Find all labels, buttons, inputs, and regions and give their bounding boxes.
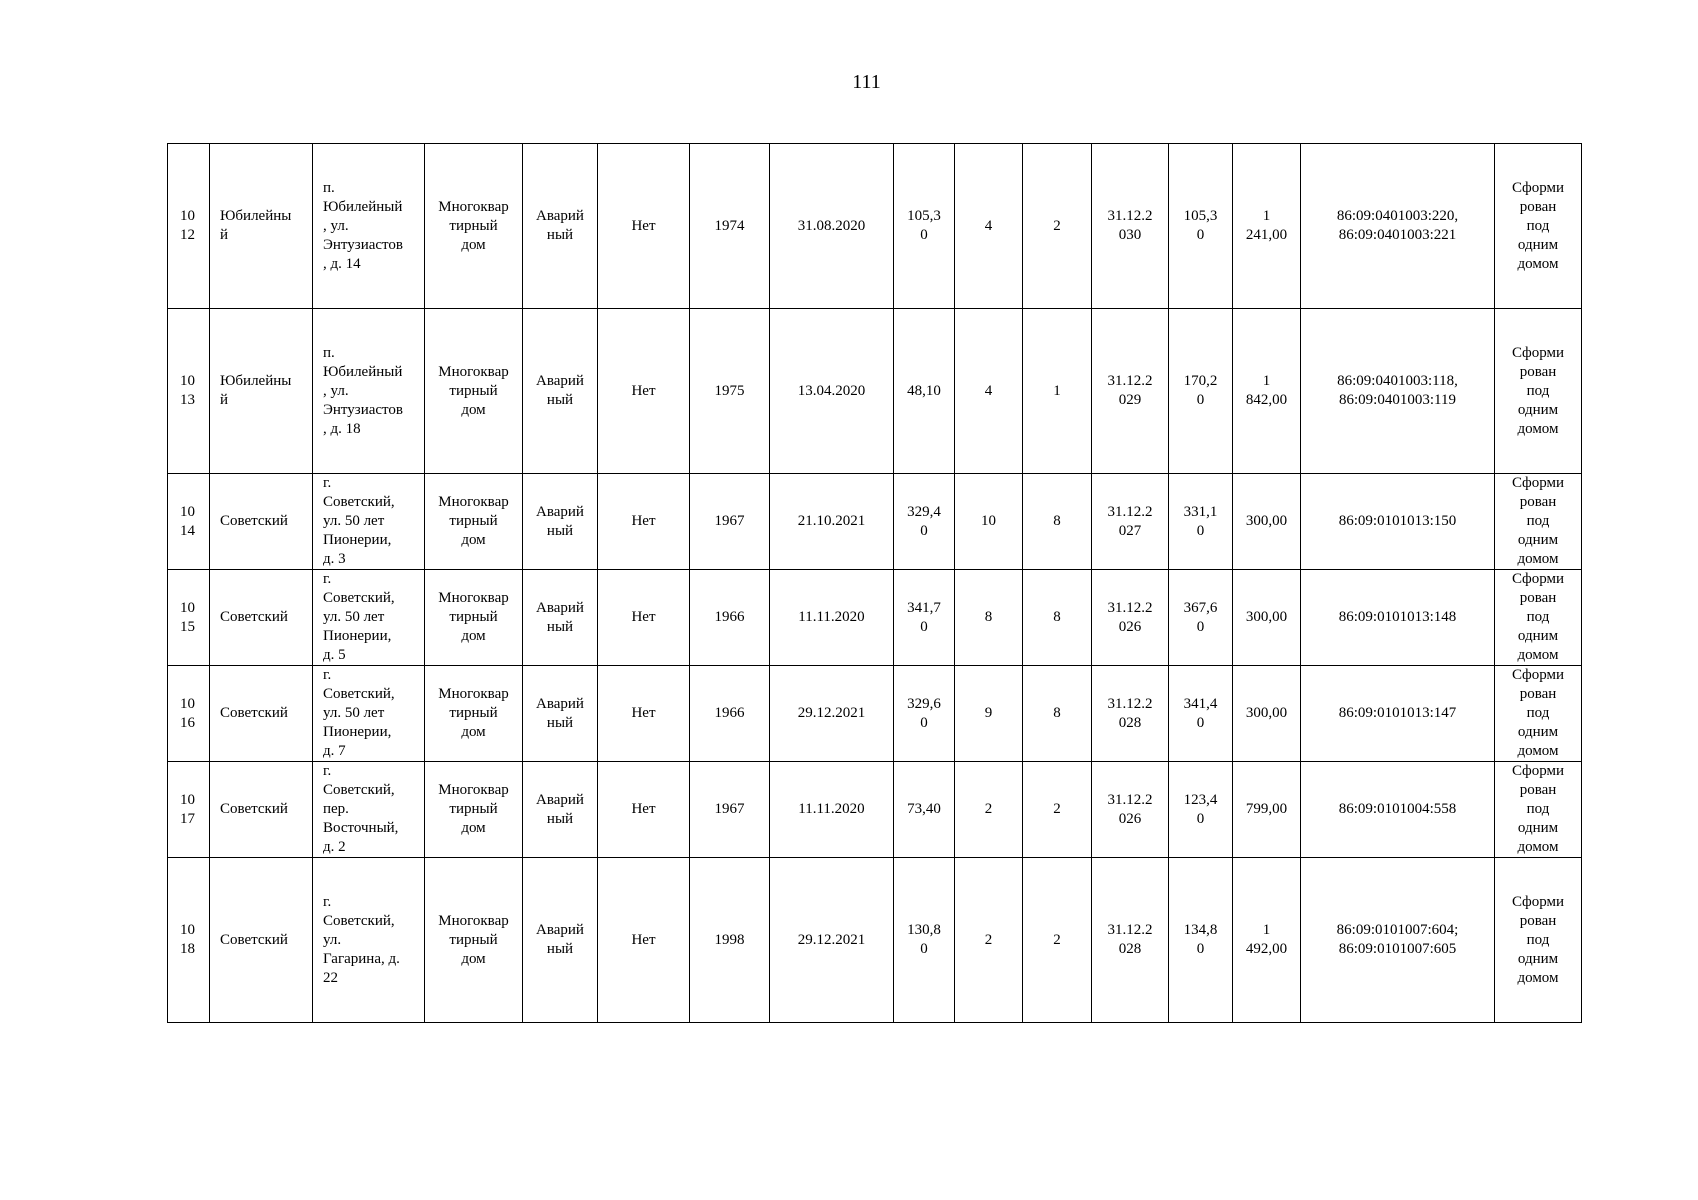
area-cell: 329,4 0 [894,474,955,570]
area-cell: 329,6 0 [894,666,955,762]
land-status-cell: Сформи рован под одним домом [1495,762,1582,858]
table-row [168,570,1582,666]
date-cell: 21.10.2021 [770,474,894,570]
area-cell: 48,10 [894,309,955,474]
land-status-cell: Сформи рован под одним домом [1495,570,1582,666]
condition-cell: Аварий ный [523,666,598,762]
apartments-cell: 8 [1023,666,1092,762]
date-cell: 11.11.2020 [770,762,894,858]
row-number: 10 12 [168,144,210,309]
condition-cell: Аварий ный [523,570,598,666]
building-type-cell: Многоквар тирный дом [425,144,523,309]
residents-cell: 8 [955,570,1023,666]
address-cell: г. Советский, ул. Гагарина, д. 22 [313,858,425,1023]
total-area-cell: 134,8 0 [1169,858,1233,1023]
total-area-cell: 367,6 0 [1169,570,1233,666]
date-cell: 13.04.2020 [770,309,894,474]
land-area-cell: 1 241,00 [1233,144,1301,309]
land-status-cell: Сформи рован под одним домом [1495,474,1582,570]
deadline-cell: 31.12.2 028 [1092,858,1169,1023]
settlement-cell: Советский [210,858,313,1023]
building-type-cell: Многоквар тирный дом [425,570,523,666]
cadastral-number-cell: 86:09:0101004:558 [1301,762,1495,858]
land-status-cell: Сформи рован под одним домом [1495,309,1582,474]
condition-cell: Аварий ный [523,144,598,309]
land-area-cell: 799,00 [1233,762,1301,858]
cadastral-number-cell: 86:09:0101013:147 [1301,666,1495,762]
row-number: 10 14 [168,474,210,570]
condition-cell: Аварий ный [523,762,598,858]
residents-cell: 2 [955,762,1023,858]
cadastral-number-cell: 86:09:0101007:604; 86:09:0101007:605 [1301,858,1495,1023]
row-number: 10 16 [168,666,210,762]
apartments-cell: 8 [1023,474,1092,570]
land-area-cell: 300,00 [1233,474,1301,570]
residents-cell: 4 [955,309,1023,474]
residents-cell: 2 [955,858,1023,1023]
housing-register-table [167,143,1582,1023]
area-cell: 73,40 [894,762,955,858]
settlement-cell: Советский [210,474,313,570]
building-type-cell: Многоквар тирный дом [425,858,523,1023]
address-cell: г. Советский, ул. 50 лет Пионерии, д. 5 [313,570,425,666]
deadline-cell: 31.12.2 026 [1092,762,1169,858]
cadastral-number-cell: 86:09:0401003:118, 86:09:0401003:119 [1301,309,1495,474]
settlement-cell: Советский [210,666,313,762]
residents-cell: 9 [955,666,1023,762]
table-row [168,474,1582,570]
year-cell: 1967 [690,762,770,858]
land-area-cell: 300,00 [1233,666,1301,762]
building-type-cell: Многоквар тирный дом [425,762,523,858]
settlement-cell: Юбилейны й [210,309,313,474]
address-cell: п. Юбилейный , ул. Энтузиастов , д. 14 [313,144,425,309]
land-area-cell: 1 842,00 [1233,309,1301,474]
date-cell: 31.08.2020 [770,144,894,309]
apartments-cell: 2 [1023,144,1092,309]
table-row [168,762,1582,858]
address-cell: г. Советский, пер. Восточный, д. 2 [313,762,425,858]
deadline-cell: 31.12.2 029 [1092,309,1169,474]
address-cell: п. Юбилейный , ул. Энтузиастов , д. 18 [313,309,425,474]
table-row [168,666,1582,762]
area-cell: 105,3 0 [894,144,955,309]
area-cell: 130,8 0 [894,858,955,1023]
flag-cell: Нет [598,858,690,1023]
condition-cell: Аварий ный [523,474,598,570]
date-cell: 29.12.2021 [770,858,894,1023]
flag-cell: Нет [598,144,690,309]
total-area-cell: 170,2 0 [1169,309,1233,474]
table-row [168,144,1582,309]
page-number: 111 [852,71,881,93]
table-row [168,858,1582,1023]
land-status-cell: Сформи рован под одним домом [1495,666,1582,762]
flag-cell: Нет [598,474,690,570]
flag-cell: Нет [598,309,690,474]
cadastral-number-cell: 86:09:0101013:150 [1301,474,1495,570]
cadastral-number-cell: 86:09:0401003:220, 86:09:0401003:221 [1301,144,1495,309]
total-area-cell: 341,4 0 [1169,666,1233,762]
land-status-cell: Сформи рован под одним домом [1495,858,1582,1023]
building-type-cell: Многоквар тирный дом [425,309,523,474]
address-cell: г. Советский, ул. 50 лет Пионерии, д. 3 [313,474,425,570]
row-number: 10 13 [168,309,210,474]
total-area-cell: 123,4 0 [1169,762,1233,858]
row-number: 10 17 [168,762,210,858]
date-cell: 11.11.2020 [770,570,894,666]
address-cell: г. Советский, ул. 50 лет Пионерии, д. 7 [313,666,425,762]
deadline-cell: 31.12.2 028 [1092,666,1169,762]
settlement-cell: Советский [210,762,313,858]
table-row [168,309,1582,474]
settlement-cell: Юбилейны й [210,144,313,309]
year-cell: 1998 [690,858,770,1023]
land-area-cell: 300,00 [1233,570,1301,666]
flag-cell: Нет [598,666,690,762]
deadline-cell: 31.12.2 026 [1092,570,1169,666]
apartments-cell: 8 [1023,570,1092,666]
date-cell: 29.12.2021 [770,666,894,762]
deadline-cell: 31.12.2 027 [1092,474,1169,570]
residents-cell: 4 [955,144,1023,309]
settlement-cell: Советский [210,570,313,666]
deadline-cell: 31.12.2 030 [1092,144,1169,309]
row-number: 10 18 [168,858,210,1023]
apartments-cell: 2 [1023,762,1092,858]
year-cell: 1967 [690,474,770,570]
year-cell: 1975 [690,309,770,474]
condition-cell: Аварий ный [523,309,598,474]
cadastral-number-cell: 86:09:0101013:148 [1301,570,1495,666]
year-cell: 1966 [690,570,770,666]
year-cell: 1974 [690,144,770,309]
apartments-cell: 1 [1023,309,1092,474]
building-type-cell: Многоквар тирный дом [425,474,523,570]
land-status-cell: Сформи рован под одним домом [1495,144,1582,309]
year-cell: 1966 [690,666,770,762]
flag-cell: Нет [598,570,690,666]
flag-cell: Нет [598,762,690,858]
total-area-cell: 331,1 0 [1169,474,1233,570]
row-number: 10 15 [168,570,210,666]
apartments-cell: 2 [1023,858,1092,1023]
land-area-cell: 1 492,00 [1233,858,1301,1023]
building-type-cell: Многоквар тирный дом [425,666,523,762]
condition-cell: Аварий ный [523,858,598,1023]
total-area-cell: 105,3 0 [1169,144,1233,309]
residents-cell: 10 [955,474,1023,570]
area-cell: 341,7 0 [894,570,955,666]
